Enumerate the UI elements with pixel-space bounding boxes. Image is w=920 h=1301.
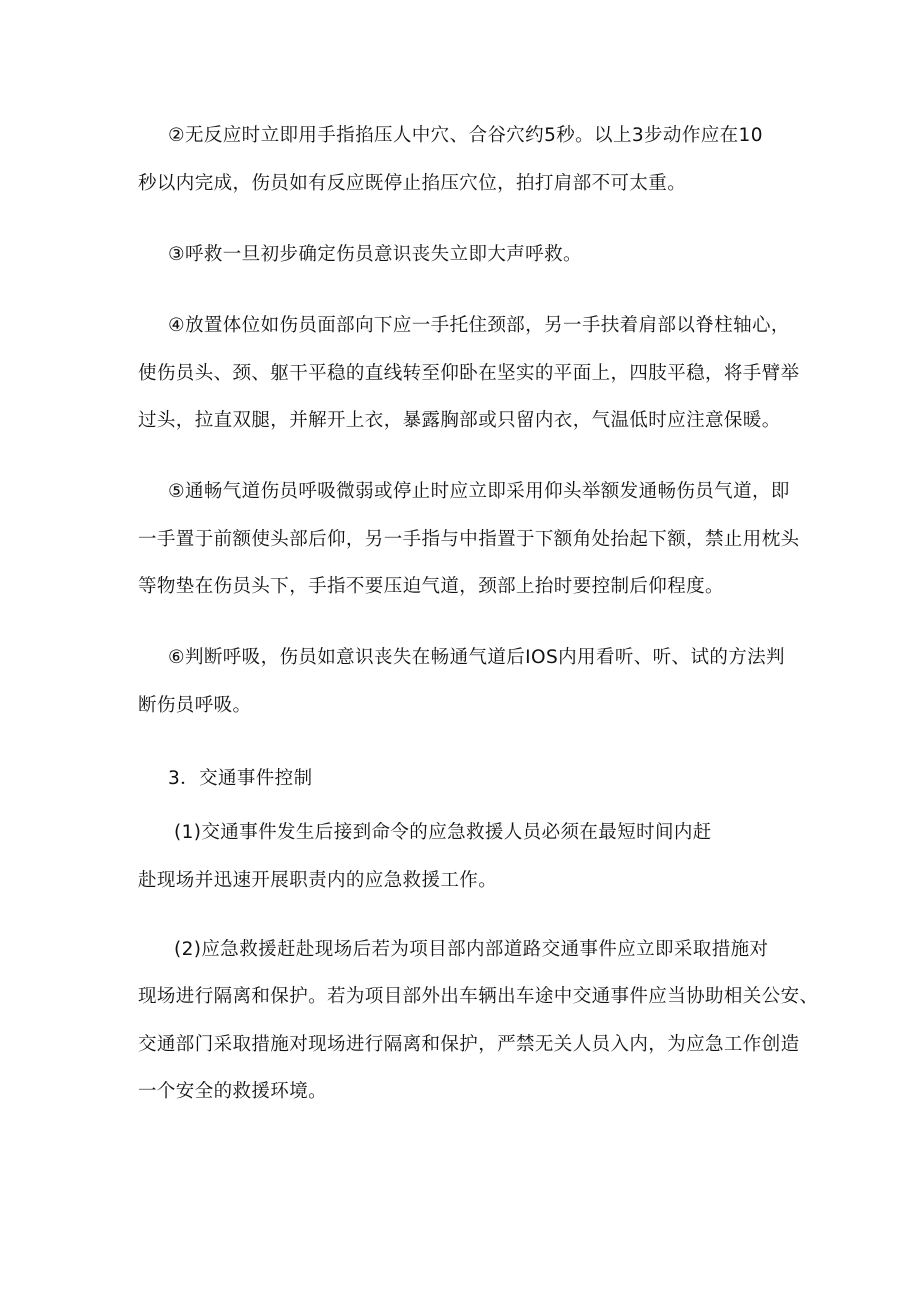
text-line: 过头，拉直双腿，并解开上衣，暴露胸部或只留内衣，气温低时应注意保暖。	[138, 410, 781, 431]
text-line: ⑤通畅气道伤员呼吸微弱或停止时应立即采用仰头举额发通畅伤员气道，即	[168, 481, 790, 502]
text-line: ⑥判断呼吸，伤员如意识丧失在畅通气道后IOS内用看听、听、试的方法判	[168, 647, 785, 668]
text-line: 现场进行隔离和保护。若为项目部外出车辆出车途中交通事件应当协助相关公安、	[138, 986, 819, 1007]
text-line: 使伤员头、颈、躯干平稳的直线转至仰卧在坚实的平面上，四肢平稳，将手臂举	[138, 363, 800, 384]
text-line: 一手置于前额使头部后仰，另一手指与中指置于下额角处抬起下额，禁止用枕头	[138, 529, 800, 550]
text-line: 秒以内完成，伤员如有反应既停止掐压穴位，拍打肩部不可太重。	[138, 173, 687, 194]
text-line: ②无反应时立即用手指掐压人中穴、合谷穴约5秒。以上3步动作应在10	[168, 125, 763, 146]
text-line: (1)交通事件发生后接到命令的应急救援人员必须在最短时间内赶	[174, 822, 712, 843]
text-line: 交通部门采取措施对现场进行隔离和保护，严禁无关人员入内，为应急工作创造	[138, 1034, 800, 1055]
text-line: 一个安全的救援环境。	[138, 1081, 328, 1102]
section-title: 3．交通事件控制	[168, 768, 313, 789]
text-line: ③呼救一旦初步确定伤员意识丧失立即大声呼救。	[168, 244, 582, 265]
text-line: 断伤员呼吸。	[138, 695, 252, 716]
text-line: 赴现场并迅速开展职责内的应急救援工作。	[138, 870, 498, 891]
text-line: 等物垫在伤员头下，手指不要压迫气道，颈部上抬时要控制后仰程度。	[138, 576, 724, 597]
text-line: ④放置体位如伤员面部向下应一手托住颈部，另一手扶着肩部以脊柱轴心，	[168, 315, 790, 336]
text-line: (2)应急救援赶赴现场后若为项目部内部道路交通事件应立即采取措施对	[174, 939, 769, 960]
